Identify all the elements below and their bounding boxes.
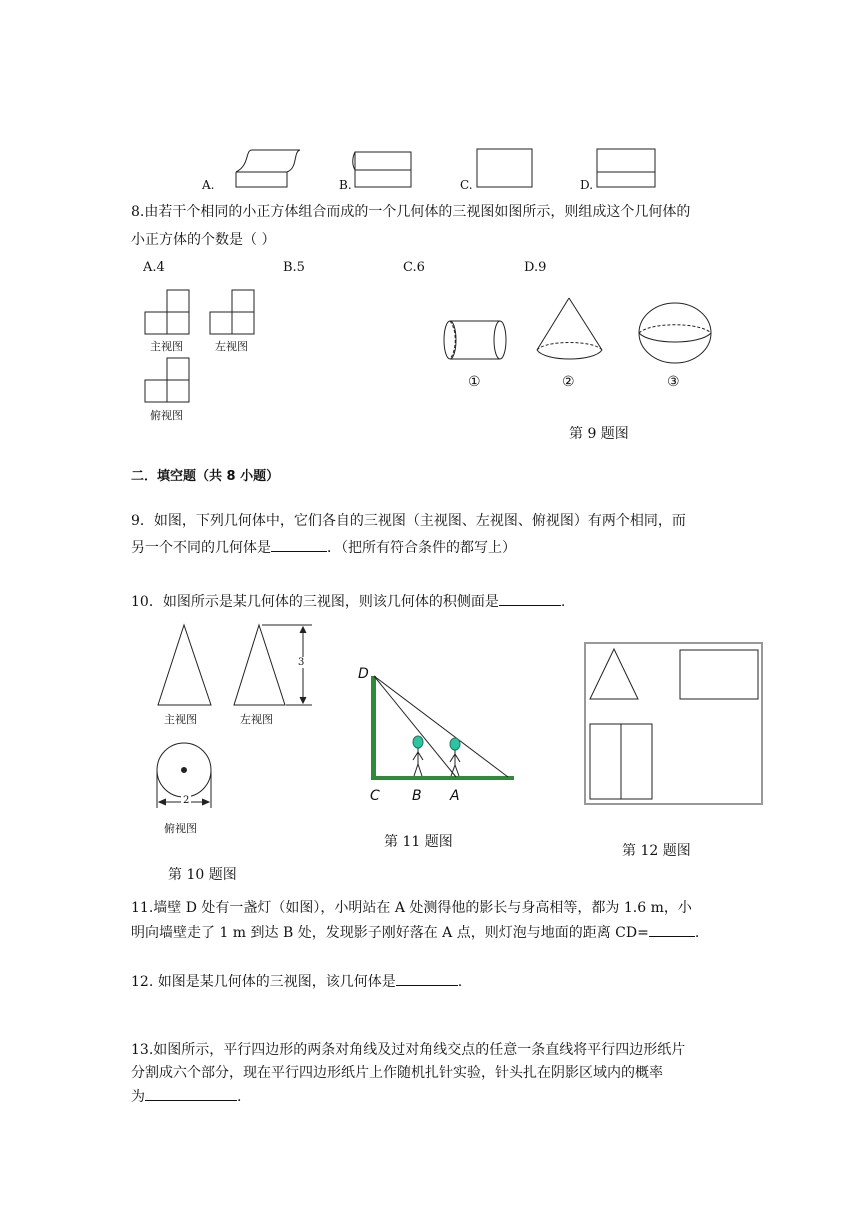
q9-line1: 9．如图，下列几何体中，它们各自的三视图（主视图、左视图、俯视图）有两个相同，而 (131, 513, 686, 529)
q10-main-view-label: 主视图 (164, 713, 197, 726)
fig9-label-1: ① (468, 374, 481, 390)
q10-caption: 第 10 题图 (168, 867, 237, 883)
q8-top-view-label: 俯视图 (150, 409, 183, 422)
fig12-triangle-view (590, 649, 638, 699)
fig11-point-b: B (412, 788, 422, 804)
q11-line2 (131, 922, 699, 943)
q8-line1: 8.由若干个相同的小正方体组合而成的一个几何体的三视图如图所示，则组成这个几何体的 (131, 204, 691, 220)
section2-title: 二．填空题（共 8 小题） (131, 469, 280, 484)
fig9-label-3: ③ (667, 374, 680, 390)
fig11-point-d: D (358, 666, 369, 682)
q12-answer-blank[interactable] (396, 971, 458, 986)
q11-line2-pre: 明向墙壁走了 1 m 到达 B 处，发现影子刚好落在 A 点，则灯泡与地面的距离 CD= (131, 925, 649, 941)
fig11-point-a: A (450, 788, 460, 804)
q7-option-d-label: D. (580, 178, 594, 192)
q13-line3 (131, 1086, 241, 1107)
q13-line3-post: . (237, 1089, 242, 1105)
q11-line1: 11.墙壁 D 处有一盏灯（如图），小明站在 A 处测得他的影长与身高相等，都为 1.6 m，小 (131, 900, 692, 916)
q11-line2-post: . (694, 925, 700, 941)
fig12-caption: 第 12 题图 (622, 843, 691, 859)
q8-main-view-label: 主视图 (150, 340, 183, 353)
q8-option-a: A.4 (143, 260, 165, 275)
q8-option-d: D.9 (524, 260, 547, 275)
q12-text-pre: 12. 如图是某几何体的三视图，该几何体是 (131, 974, 396, 990)
q8-option-c: C.6 (403, 260, 425, 275)
q10-text-post: . (560, 594, 566, 610)
q12-text (131, 971, 462, 992)
fig9-caption: 第 9 题图 (569, 426, 629, 442)
q10-left-view-label: 左视图 (240, 713, 273, 726)
q8-option-b: B.5 (283, 260, 305, 275)
q8-line2: 小正方体的个数是（ ） (131, 232, 276, 248)
q7-option-c-label: C. (460, 178, 473, 192)
q9-line2-pre: 另一个不同的几何体是 (131, 540, 271, 556)
q13-line3-pre: 为 (131, 1089, 145, 1105)
q10-text-pre: 10．如图所示是某几何体的三视图，则该几何体的积侧面是 (131, 594, 499, 610)
fig11-caption: 第 11 题图 (384, 834, 453, 850)
q13-line1: 13.如图所示，平行四边形的两条对角线及过对角线交点的任意一条直线将平行四边形纸片 (131, 1042, 686, 1058)
fig12-rectangle-view (680, 650, 758, 699)
fig11-point-c: C (370, 788, 380, 804)
fig12-split-rectangle-view (590, 724, 652, 799)
q10-height-value: 3 (298, 657, 305, 668)
q7-option-b-label: B. (339, 178, 352, 192)
q13-line2: 分割成六个部分，现在平行四边形纸片上作随机扎针实验，针头扎在阴影区域内的概率 (131, 1065, 663, 1081)
q12-text-post: . (457, 974, 463, 990)
q9-line2-post: ．（把所有符合条件的都写上） (327, 540, 516, 556)
q10-top-view-label: 俯视图 (164, 822, 197, 835)
q13-answer-blank[interactable] (145, 1086, 237, 1101)
fig9-label-2: ② (562, 374, 575, 390)
q8-left-view-label: 左视图 (215, 340, 248, 353)
q7-option-a-label: A. (202, 178, 215, 192)
q11-answer-blank[interactable] (649, 922, 695, 937)
q10-width-value: 2 (183, 795, 190, 806)
